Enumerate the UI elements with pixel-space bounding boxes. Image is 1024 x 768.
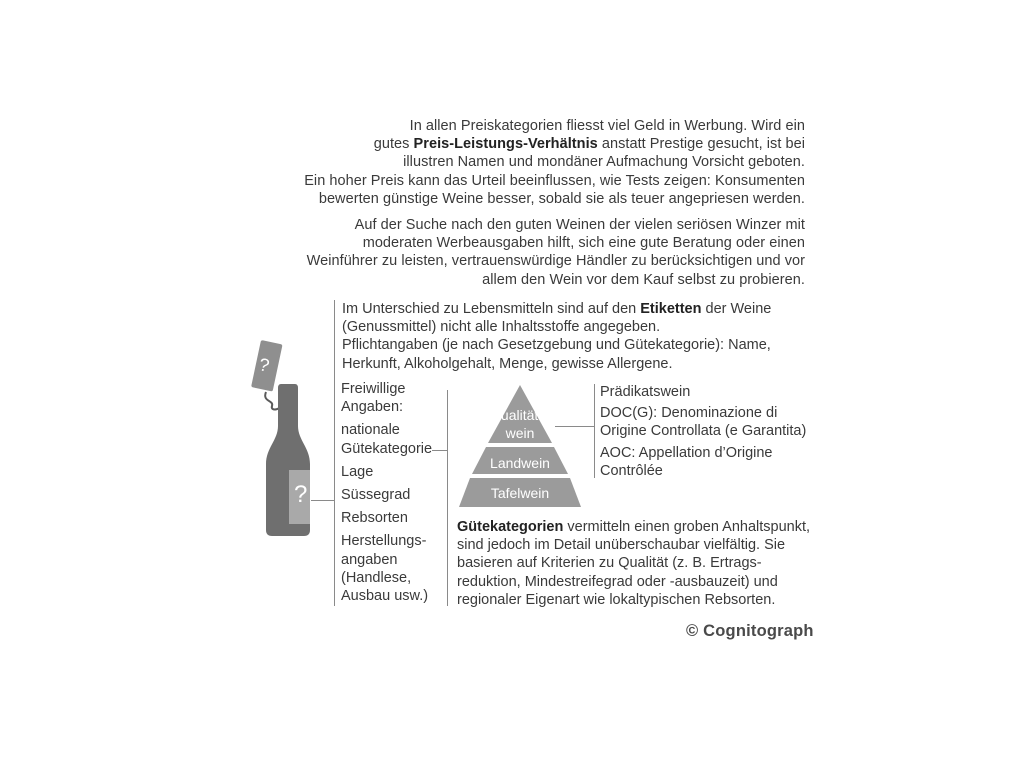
category-bracket-line [447,390,448,606]
intro-p1-line-5: bewerten günstige Weine besser, sobald sie als teuer angepriesen werden. [318,190,805,207]
labels-line-1-post: der Weine [701,301,772,317]
optional-item-4-line-2: angaben [341,551,398,568]
pyramid-top-line-2: wein [505,425,535,441]
pyramid-top-line-1: Qualitäts- [490,407,550,423]
labels-bracket-line [334,300,335,606]
quality-types-list [600,383,830,480]
guete-line-3: basieren auf Kriterien zu Qualität (z. B. Ertrags- [457,555,762,572]
quality-type-praedikatswein: Prädikatswein [600,384,691,400]
guetekategorien-term: Gütekategorien [457,519,564,535]
guete-line-5: regionaler Eigenart wie lokaltypischen Rebsorten. [457,591,776,608]
guetekategorien-paragraph [457,518,827,609]
optional-heading-2: Angaben: [341,399,404,416]
intro-p1-line-2-pre: gutes [373,136,414,153]
etiketten-term: Etiketten [640,301,702,317]
optional-heading-1: Freiwillige [341,381,406,397]
optional-item-4-line-4: Ausbau usw.) [341,588,429,605]
pyramid-label-tafelwein: Tafelwein [490,485,550,501]
optional-item-4-line-3: (Handlese, [341,569,412,586]
quality-type-docg [600,404,830,440]
labels-line-4: Herkunft, Alkoholgehalt, Menge, gewisse Allergene. [342,355,673,372]
label-question-mark: ? [294,481,308,508]
quality-type-aoc-line-2: Contrôlée [600,462,663,479]
quality-type-aoc [600,444,830,480]
pyramid-label-landwein: Landwein [490,455,550,471]
category-connector-line [432,450,448,451]
quality-type-docg-line-1: DOC(G): Denominazione di [600,405,778,422]
intro-paragraph-2 [285,216,805,289]
intro-p1-line-3: illustren Namen und mondäner Aufmachung Vorsicht geboten. [403,154,805,171]
optional-item-0-line-1: nationale [341,422,400,439]
quality-type-docg-line-2: Origine Controllata (e Garantita) [600,423,807,440]
optional-item-national-category [341,421,446,457]
labels-line-2: (Genussmittel) nicht alle Inhaltsstoffe angegeben. [342,319,661,336]
intro-p2-line-3: Weinführer zu leisten, vertrauenswürdige Händler zu berücksichtigen und vor [306,253,805,270]
intro-p2-line-2: moderaten Werbeausgaben hilft, sich eine gute Beratung oder einen [362,235,805,252]
pyramid-label-qualitaetswein [480,406,560,442]
intro-p1-line-4: Ein hoher Preis kann das Urteil beeinflussen, wie Tests zeigen: Konsumenten [304,172,805,189]
labels-line-1-pre: Im Unterschied zu Lebensmitteln sind auf den [342,301,641,317]
labels-line-3: Pflichtangaben (je nach Gesetzgebung und Gütekategorie): Name, [342,337,771,354]
intro-p1-line-2-post: anstatt Prestige gesucht, ist bei [597,136,805,153]
intro-paragraph-1 [285,117,805,208]
optional-item-rebsorten: Rebsorten [341,510,408,527]
quality-connector-line [555,426,595,427]
optional-info-list [341,380,446,605]
intro-p2-line-4: allem den Wein vor dem Kauf selbst zu probieren. [482,271,805,288]
guete-line-1 [457,518,827,536]
guete-line-1-post: vermitteln einen groben Anhaltspunkt, [563,519,811,535]
intro-p2-line-1: Auf der Suche nach den guten Weinen der vielen seriösen Winzer mit [354,217,805,233]
optional-item-0-line-2: Gütekategorie [341,440,433,457]
labels-line-1 [342,300,812,318]
quality-type-aoc-line-1: AOC: Appellation d’Origine [600,444,773,461]
intro-p1-line-2 [285,135,805,153]
intro-p1-line-1: In allen Preiskategorien fliesst viel Geld in Werbung. Wird ein [409,118,805,134]
optional-item-lage: Lage [341,463,374,480]
optional-item-4-line-1: Herstellungs- [341,533,427,550]
labels-text [342,300,812,373]
quality-bracket-line [594,384,595,478]
optional-item-suessegrad: Süssegrad [341,487,411,504]
copyright-notice: © Cognitograph [686,622,814,640]
price-performance-term: Preis-Leistungs-Verhältnis [413,136,598,153]
guete-line-2: sind jedoch im Detail unüberschaubar vielfältig. Sie [457,537,786,554]
tag-question-mark: ? [257,354,272,376]
guete-line-4: reduktion, Mindestreifegrad oder -ausbauzeit) und [457,573,778,590]
optional-item-herstellung [341,532,446,605]
